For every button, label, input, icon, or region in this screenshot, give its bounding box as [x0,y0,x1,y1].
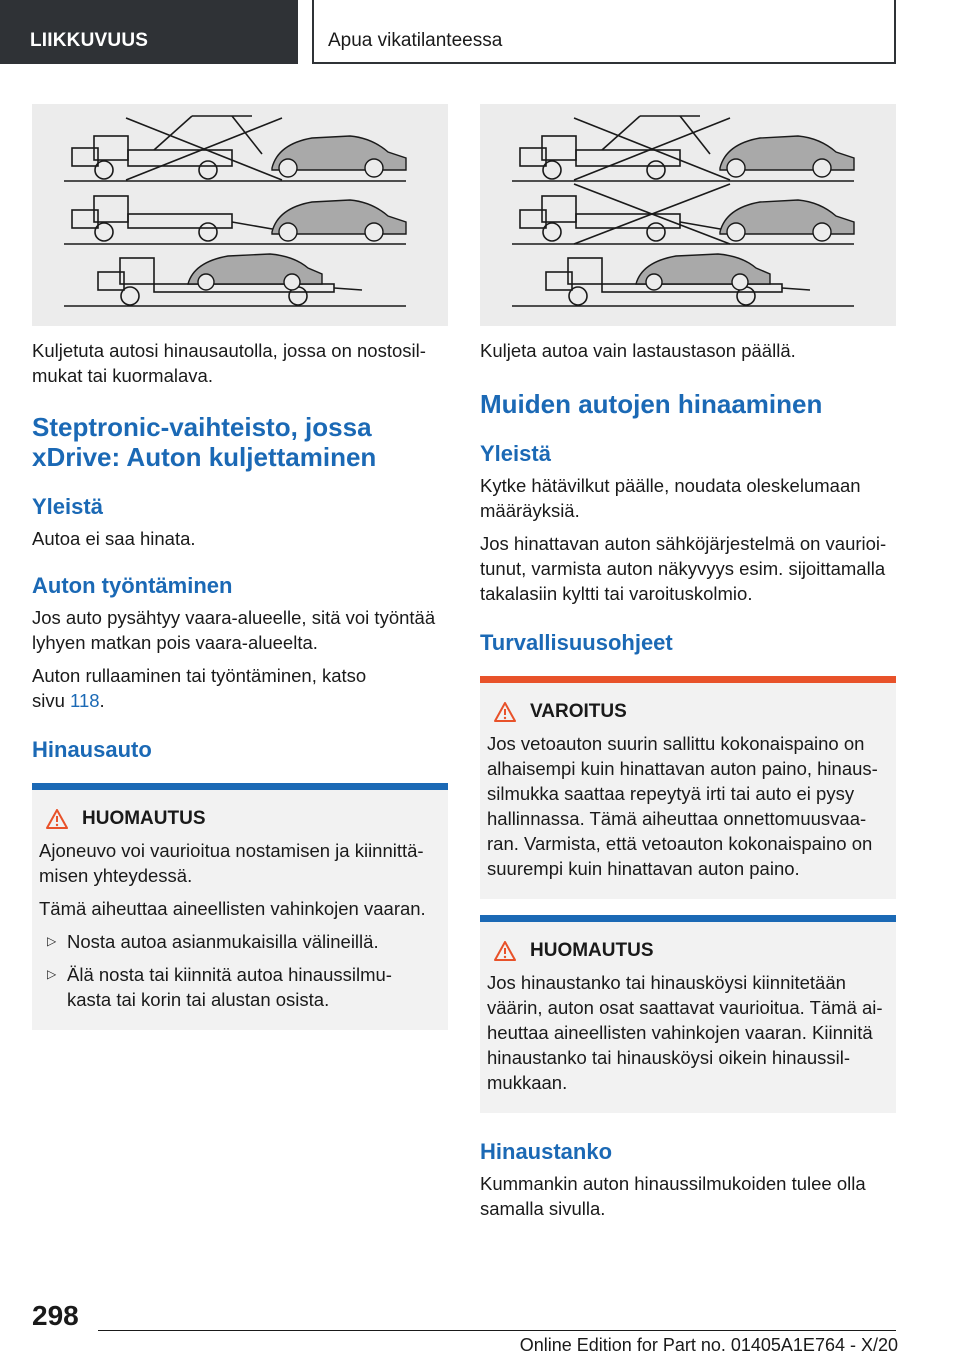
notice-title [39,808,440,830]
tow-truck-diagram-icon [480,104,896,326]
paragraph-with-ref [32,663,382,713]
paragraph: Kummankin auton hinaussilmukoiden tulee olla samalla sivulla. [480,1173,866,1219]
page-header [0,0,960,66]
list-item-text: Nosta autoa asianmukaisilla välineillä. [67,931,379,952]
notice-title-text: HUOMAUTUS [530,940,654,961]
notice-box [32,783,448,1030]
notice-bar [32,783,448,790]
paragraph: Jos auto pysähtyy vaara-alueelle, sitä voi työntää lyhyen matkan pois vaara-alueelta. [32,607,436,653]
warning-triangle-icon [46,809,68,829]
right-column [480,104,896,1221]
notice-text: Ajoneuvo voi vaurioitua nostamisen ja kiinnittä‐ misen yhteydessä. [39,840,424,886]
figure-caption: Kuljetuta autosi hinausautolla, jossa on nostosil‐ mukat tai kuormalava. [32,340,426,386]
left-column [32,104,448,1030]
footer-divider [98,1330,896,1331]
figure-caption: Kuljeta autoa vain lastaustason päällä. [480,340,796,361]
warning-text: Jos vetoauton suurin sallittu kokonaispaino on alhaisempi kuin hinattavan auton paino, hinaus‐ silmukka saattaa repeytyä irti tai auto ei pysy hallinnassa. Tämä aiheuttaa onnettomuusvaa‐ ran. Varmista, että vetoauton kokonaispaino on suurempi kuin hinattavan auton paino. [487,733,878,879]
list-item [39,962,440,1012]
page-reference-link[interactable]: 118 [70,690,100,711]
section-title: LIIKKUVUUS [0,0,298,64]
warning-triangle-icon [494,702,516,722]
warning-title-text: VAROITUS [530,701,627,722]
notice-box [480,915,896,1113]
section-heading: Steptronic-vaihteisto, jossa xDrive: Auton kuljettaminen [32,412,377,472]
chapter-title: Apua vikatilanteessa [312,0,896,64]
bullet-triangle-icon: ▷ [47,934,57,948]
ref-suffix: . [99,690,105,711]
tow-truck-illustration-right [480,104,896,326]
page-number: 298 [32,1300,79,1331]
notice-text: Tämä aiheuttaa aineellisten vahinkojen vaaran. [39,898,426,919]
subheading-tyontaminen: Auton työntäminen [32,573,233,598]
notice-title [487,940,888,962]
tow-truck-diagram-icon [32,104,448,326]
bullet-triangle-icon: ▷ [47,967,57,981]
subheading-hinausauto: Hinausauto [32,737,152,762]
subheading-hinaustanko: Hinaustanko [480,1139,613,1164]
warning-title [487,701,888,723]
notice-text: Jos hinaustanko tai hinausköysi kiinnitetään väärin, auton osat saattavat vaurioitua. Tämä ai‐ heuttaa aineellisten vahinkojen vaaran. Kiinnitä hinaustanko tai hinausköysi oikein hinaussil‐ mukkaan. [487,972,883,1093]
section-heading: Muiden autojen hinaaminen [480,389,823,419]
warning-triangle-icon [494,941,516,961]
notice-bar [480,915,896,922]
notice-title-text: HUOMAUTUS [82,808,206,829]
subheading-yleista: Yleistä [480,441,551,466]
subheading-yleista: Yleistä [32,494,103,519]
warning-box [480,676,896,899]
list-item-text: Älä nosta tai kiinnitä autoa hinaussilmu‐ kasta tai korin tai alustan osista. [67,964,392,1010]
paragraph: Jos hinattavan auton sähköjärjestelmä on vaurioi‐ tunut, varmista auton näkyvyys esim. sijoittamalla takalasiin kyltti tai varoituskolmio. [480,533,887,604]
paragraph: Autoa ei saa hinata. [32,528,196,549]
ref-text: Auton rullaaminen tai työntäminen, katso sivu [32,665,367,711]
footer-edition: Online Edition for Part no. 01405A1E764 - X/20 [519,1335,898,1355]
paragraph: Kytke hätävilkut päälle, noudata oleskelumaan määräyksiä. [480,475,861,521]
warning-bar [480,676,896,683]
subheading-turvallisuus: Turvallisuusohjeet [480,630,673,655]
list-item [39,929,440,954]
tow-truck-illustration-left [32,104,448,326]
